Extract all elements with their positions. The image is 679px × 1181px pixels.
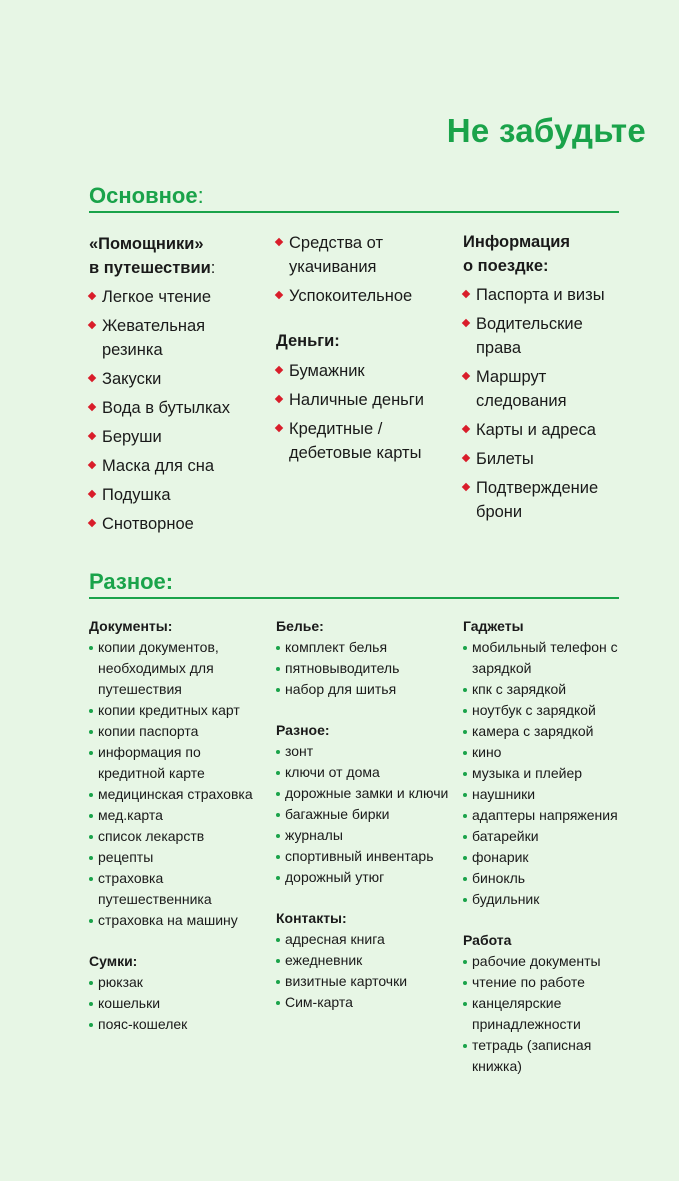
list-item: [89, 910, 269, 931]
list-item-text: Паспорта и визы: [476, 286, 605, 304]
list-item: [89, 847, 269, 868]
list-item-text: визитные карточки: [285, 973, 408, 989]
dot-bullet-icon: [463, 1002, 467, 1006]
section-divider-main: [89, 211, 619, 213]
dot-bullet-icon: [276, 750, 280, 754]
dot-bullet-icon: [89, 981, 93, 985]
dot-bullet-icon: [463, 793, 467, 797]
list-bags: [89, 972, 269, 1035]
dot-bullet-icon: [89, 814, 93, 818]
diamond-bullet-icon: [275, 238, 283, 246]
diamond-bullet-icon: [88, 461, 96, 469]
list-item-text: рабочие документы: [472, 953, 601, 969]
heading-bags: Сумки:: [89, 953, 138, 969]
dot-bullet-icon: [89, 709, 93, 713]
list-item-text: канцелярские принадлежности: [472, 995, 581, 1032]
list-gadgets: [463, 637, 623, 910]
list-item-text: Вода в бутылках: [102, 399, 230, 417]
list-item: [89, 314, 269, 362]
dot-bullet-icon: [89, 646, 93, 650]
list-item: [89, 805, 269, 826]
list-item-text: ноутбук с зарядкой: [472, 702, 596, 718]
dot-bullet-icon: [276, 959, 280, 963]
dot-bullet-icon: [89, 730, 93, 734]
list-item: [463, 889, 623, 910]
list-item: [276, 762, 454, 783]
list-item: [463, 447, 623, 471]
list-item-text: Маска для сна: [102, 457, 215, 475]
dot-bullet-icon: [276, 688, 280, 692]
dot-bullet-icon: [89, 877, 93, 881]
list-item: [89, 700, 269, 721]
diamond-bullet-icon: [462, 425, 470, 433]
dot-bullet-icon: [463, 751, 467, 755]
dot-bullet-icon: [463, 981, 467, 985]
list-item: [463, 637, 623, 679]
list-linen: [276, 637, 454, 700]
dot-bullet-icon: [276, 855, 280, 859]
list-item: [89, 1014, 269, 1035]
dot-bullet-icon: [276, 1001, 280, 1005]
list-item-text: Средства от укачивания: [289, 234, 384, 276]
list-item: [463, 847, 623, 868]
list-item-text: Билеты: [476, 450, 534, 468]
dot-bullet-icon: [463, 646, 467, 650]
diamond-bullet-icon: [88, 292, 96, 300]
list-item-text: Карты и адреса: [476, 421, 596, 439]
diamond-bullet-icon: [275, 366, 283, 374]
list-item: [89, 425, 269, 449]
list-item: [463, 418, 623, 442]
list-trip-info: [463, 283, 623, 524]
list-item: [463, 700, 623, 721]
list-item: [89, 868, 269, 910]
section-title-main: Основное:: [89, 183, 204, 208]
column-documents-bags: [89, 616, 269, 1035]
list-item-text: ежедневник: [285, 952, 363, 968]
list-item-text: спортивный инвентарь: [285, 848, 434, 864]
list-item: [463, 1035, 623, 1077]
diamond-bullet-icon: [88, 403, 96, 411]
list-item-text: мобильный телефон с зарядкой: [472, 639, 618, 676]
list-item-text: пятновыводитель: [285, 660, 400, 676]
list-item-text: ключи от дома: [285, 764, 380, 780]
list-item-text: Подушка: [102, 486, 171, 504]
list-item-text: пояс-кошелек: [98, 1016, 188, 1032]
section-divider-misc: [89, 597, 619, 599]
list-item: [276, 867, 454, 888]
list-item: [463, 763, 623, 784]
list-item-text: медицинская страховка: [98, 786, 253, 802]
list-item-text: бинокль: [472, 870, 526, 886]
list-item: [276, 971, 454, 992]
dot-bullet-icon: [89, 793, 93, 797]
list-item-text: журналы: [285, 827, 343, 843]
list-item-text: зонт: [285, 743, 314, 759]
list-item: [276, 679, 454, 700]
heading-documents: Документы:: [89, 618, 173, 634]
dot-bullet-icon: [463, 835, 467, 839]
list-item-text: страховка путешественника: [98, 870, 212, 907]
list-item: [463, 868, 623, 889]
heading-gadgets: Гаджеты: [463, 618, 524, 634]
heading-contacts: Контакты:: [276, 910, 347, 926]
list-item-text: Беруши: [102, 428, 162, 446]
list-item-text: дорожные замки и ключи: [285, 785, 449, 801]
list-item: [276, 741, 454, 762]
list-item: [463, 993, 623, 1035]
list-item: [89, 742, 269, 784]
diamond-bullet-icon: [88, 490, 96, 498]
list-item-text: набор для шитья: [285, 681, 397, 697]
list-item-text: наушники: [472, 786, 536, 802]
list-item: [463, 679, 623, 700]
diamond-bullet-icon: [462, 319, 470, 327]
dot-bullet-icon: [276, 834, 280, 838]
list-item: [89, 993, 269, 1014]
list-item-text: Маршрут следования: [476, 368, 567, 410]
list-item: [463, 784, 623, 805]
list-item-text: Подтверждение брони: [476, 479, 599, 521]
dot-bullet-icon: [89, 1023, 93, 1027]
list-item: [276, 825, 454, 846]
list-item-text: рюкзак: [98, 974, 143, 990]
dot-bullet-icon: [276, 646, 280, 650]
list-item-text: багажные бирки: [285, 806, 390, 822]
list-item-text: информация по кредитной карте: [98, 744, 205, 781]
list-item: [463, 972, 623, 993]
list-item: [89, 367, 269, 391]
list-item: [276, 284, 451, 308]
column-linen-other-contacts: [276, 616, 454, 1013]
heading-work: Работа: [463, 932, 512, 948]
list-item: [463, 742, 623, 763]
list-helpers: [89, 285, 269, 536]
list-item-text: Жевательная резинка: [102, 317, 206, 359]
list-item: [276, 929, 454, 950]
diamond-bullet-icon: [462, 372, 470, 380]
list-item: [89, 454, 269, 478]
list-motion-sickness: [276, 231, 451, 308]
list-item: [276, 783, 454, 804]
list-money: [276, 359, 451, 465]
dot-bullet-icon: [463, 730, 467, 734]
list-item-text: копии паспорта: [98, 723, 199, 739]
list-item-text: тетрадь (записная книжка): [472, 1037, 592, 1074]
list-item: [89, 721, 269, 742]
list-item-text: Кредитные / дебетовые карты: [289, 420, 422, 462]
diamond-bullet-icon: [275, 424, 283, 432]
dot-bullet-icon: [463, 709, 467, 713]
list-item-text: мед.карта: [98, 807, 163, 823]
list-item: [89, 637, 269, 700]
list-item-text: копии кредитных карт: [98, 702, 240, 718]
dot-bullet-icon: [276, 938, 280, 942]
list-item: [276, 417, 451, 465]
list-item: [89, 483, 269, 507]
list-item: [89, 784, 269, 805]
list-item-text: камера с зарядкой: [472, 723, 594, 739]
dot-bullet-icon: [463, 856, 467, 860]
list-item-text: Успокоительное: [289, 287, 413, 305]
list-item: [463, 805, 623, 826]
page-title: Не забудьте: [446, 112, 646, 149]
list-item: [463, 721, 623, 742]
list-item-text: Снотворное: [102, 515, 194, 533]
list-item: [89, 512, 269, 536]
dot-bullet-icon: [463, 960, 467, 964]
list-item-text: адаптеры напряжения: [472, 807, 618, 823]
list-item-text: кпк с зарядкой: [472, 681, 567, 697]
list-item: [276, 388, 451, 412]
dot-bullet-icon: [276, 980, 280, 984]
list-item: [89, 285, 269, 309]
list-item-text: Сим-карта: [285, 994, 353, 1010]
list-item: [276, 992, 454, 1013]
list-item-text: Наличные деньги: [289, 391, 425, 409]
heading-other: Разное:: [276, 722, 330, 738]
section-title-misc: Разное:: [89, 569, 174, 594]
dot-bullet-icon: [276, 771, 280, 775]
list-work: [463, 951, 623, 1077]
list-contacts: [276, 929, 454, 1013]
list-item-text: фонарик: [472, 849, 529, 865]
list-item-text: рецепты: [98, 849, 154, 865]
dot-bullet-icon: [463, 1044, 467, 1048]
list-item: [463, 283, 623, 307]
column-trip-info: [463, 230, 623, 529]
diamond-bullet-icon: [462, 290, 470, 298]
column-helpers: [89, 232, 269, 541]
list-item-text: Закуски: [102, 370, 162, 388]
diamond-bullet-icon: [88, 321, 96, 329]
list-item: [276, 658, 454, 679]
list-item-text: страховка на машину: [98, 912, 238, 928]
diamond-bullet-icon: [88, 432, 96, 440]
heading-linen: Белье:: [276, 618, 324, 634]
dot-bullet-icon: [276, 792, 280, 796]
diamond-bullet-icon: [462, 454, 470, 462]
heading-helpers: «Помощники» в путешествии:: [89, 235, 216, 277]
dot-bullet-icon: [276, 813, 280, 817]
list-item: [276, 359, 451, 383]
list-item: [463, 826, 623, 847]
list-item-text: Водительские права: [476, 315, 583, 357]
column-motion-money: [276, 231, 451, 470]
dot-bullet-icon: [276, 667, 280, 671]
heading-money: Деньги:: [276, 332, 340, 350]
list-documents: [89, 637, 269, 931]
list-item-text: батарейки: [472, 828, 539, 844]
diamond-bullet-icon: [88, 519, 96, 527]
list-item-text: дорожный утюг: [285, 869, 385, 885]
list-item-text: Бумажник: [289, 362, 365, 380]
column-gadgets-work: [463, 616, 623, 1077]
list-item-text: список лекарств: [98, 828, 205, 844]
dot-bullet-icon: [463, 814, 467, 818]
list-item: [463, 951, 623, 972]
dot-bullet-icon: [463, 898, 467, 902]
list-item: [463, 312, 623, 360]
list-item-text: будильник: [472, 891, 540, 907]
list-item: [89, 396, 269, 420]
list-item: [463, 476, 623, 524]
list-item: [276, 950, 454, 971]
list-item: [463, 365, 623, 413]
dot-bullet-icon: [463, 688, 467, 692]
dot-bullet-icon: [89, 1002, 93, 1006]
list-item-text: Легкое чтение: [102, 288, 212, 306]
list-item-text: копии документов, необходимых для путешествия: [98, 639, 219, 697]
list-item: [276, 804, 454, 825]
dot-bullet-icon: [276, 876, 280, 880]
list-item-text: музыка и плейер: [472, 765, 583, 781]
list-item-text: комплект белья: [285, 639, 388, 655]
list-item-text: адресная книга: [285, 931, 385, 947]
list-item: [89, 972, 269, 993]
dot-bullet-icon: [89, 919, 93, 923]
dot-bullet-icon: [463, 877, 467, 881]
diamond-bullet-icon: [462, 483, 470, 491]
dot-bullet-icon: [89, 856, 93, 860]
heading-trip-info: Информация о поездке:: [463, 233, 571, 275]
dot-bullet-icon: [89, 751, 93, 755]
list-item-text: чтение по работе: [472, 974, 585, 990]
list-item: [276, 846, 454, 867]
list-item: [89, 826, 269, 847]
list-item: [276, 637, 454, 658]
dot-bullet-icon: [463, 772, 467, 776]
diamond-bullet-icon: [88, 374, 96, 382]
dot-bullet-icon: [89, 835, 93, 839]
list-other: [276, 741, 454, 888]
list-item-text: кошельки: [98, 995, 161, 1011]
diamond-bullet-icon: [275, 395, 283, 403]
list-item: [276, 231, 451, 279]
diamond-bullet-icon: [275, 291, 283, 299]
list-item-text: кино: [472, 744, 502, 760]
